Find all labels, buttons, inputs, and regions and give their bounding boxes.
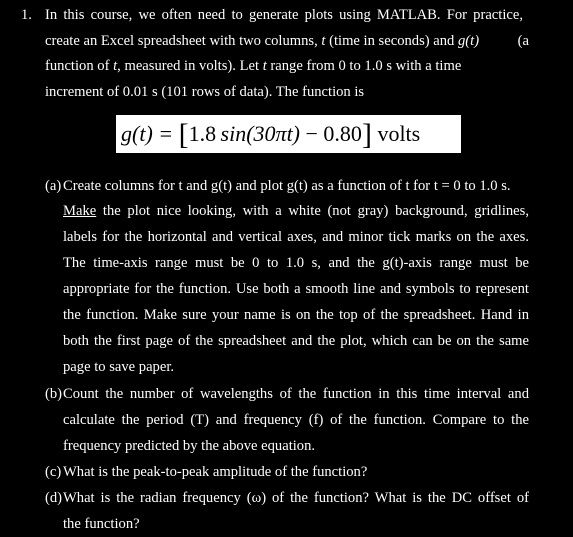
intro-line-4: increment of 0.01 s (101 rows of data). The function is — [45, 84, 365, 100]
part-d-line-1: What is the radian frequency (ω) of the function? What is the DC offset of — [63, 490, 529, 506]
problem-number: 1. — [21, 7, 32, 23]
part-a-line-4: The time-axis range must be 0 to 1.0 s, and the g(t)-axis range must be — [63, 255, 529, 271]
equation-offset: − 0.80 — [300, 121, 362, 146]
part-c-line-1: What is the peak-to-peak amplitude of the function? — [63, 464, 368, 480]
part-a-line-6: the function. Make sure your name is on the top of the spreadsheet. Hand in — [63, 307, 529, 323]
part-a-line-1: Create columns for t and g(t) and plot g(t) as a function of t for t = 0 to 1.0 s. — [63, 178, 511, 194]
equation-lhs: g(t) = — [121, 121, 179, 146]
part-b-line-2: calculate the period (T) and frequency (f) of the function. Compare to the — [63, 412, 529, 428]
intro-line-3: function of t, measured in volts). Let t range from 0 to 1.0 s with a time — [45, 58, 462, 74]
part-a-line-2: Make the plot nice looking, with a white (not gray) background, gridlines, — [63, 203, 529, 219]
equation-arg: (30πt) — [246, 121, 301, 146]
part-a-line-8: page to save paper. — [63, 359, 175, 375]
part-b-label: (b) — [45, 386, 63, 402]
part-a-line-7: both the first page of the spreadsheet and the plot, which can be on the same — [63, 333, 529, 349]
intro-line-2: create an Excel spreadsheet with two columns, t (time in seconds) and g(t) (a — [45, 33, 529, 49]
part-d-line-2: the function? — [63, 516, 140, 532]
part-b-line-1: Count the number of wavelengths of the function in this time interval and — [63, 386, 529, 402]
equation-coef: 1.8 — [188, 121, 217, 146]
equation: g(t) = [1.8 sin(30πt) − 0.80] volts — [121, 118, 421, 151]
equation-unit: volts — [377, 121, 421, 146]
part-c-label: (c) — [45, 464, 62, 480]
part-a-line-5: appropriate for the function. Use both a smooth line and symbols to represent — [63, 281, 529, 297]
part-b-line-3: frequency predicted by the above equation. — [63, 438, 316, 454]
equation-sin: sin — [220, 121, 247, 146]
part-d-label: (d) — [45, 490, 63, 506]
part-a-label: (a) — [45, 178, 62, 194]
equation-box — [116, 115, 461, 153]
intro-line-1: In this course, we often need to generate plots using MATLAB. For practice, — [45, 7, 523, 23]
part-a-line-3: labels for the horizontal and vertical axes, and minor tick marks on the axes. — [63, 229, 529, 245]
